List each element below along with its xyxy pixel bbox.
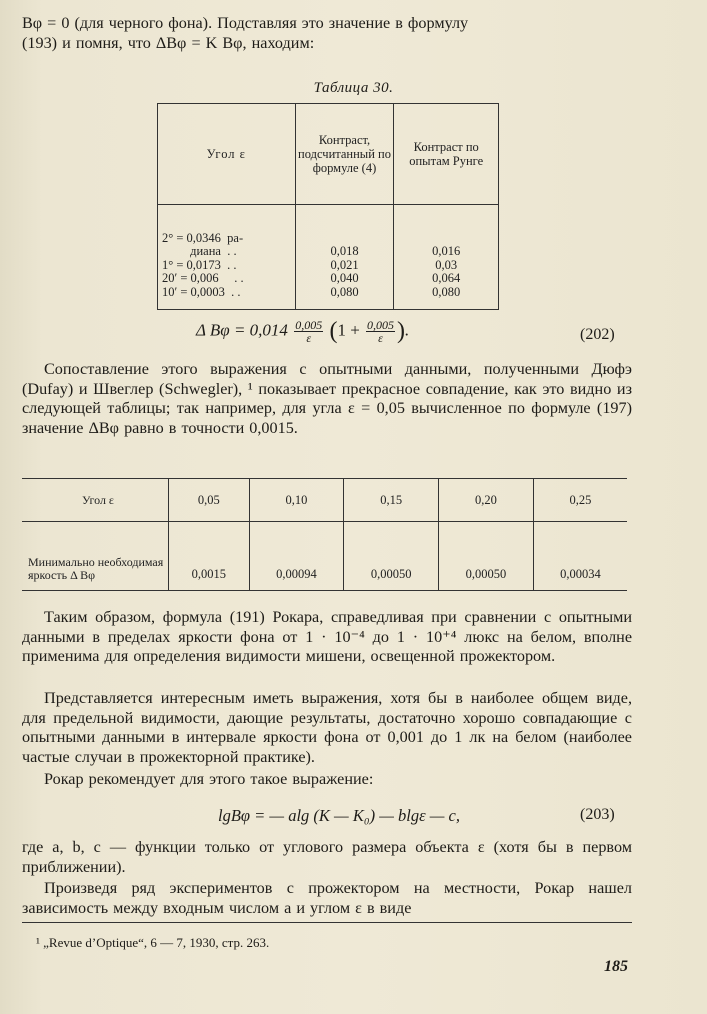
table-30 (157, 103, 499, 310)
paragraph-4: Представляется интересным иметь выражения, хотя бы в наиболее общем виде, для предельной видимости, дающие результаты, достаточно хорошо совпадающие с опытными данными в интервале яркости фона от 0,001 до 1 лк на белом (наиболее частые случаи в прожекторной практике). (22, 689, 632, 766)
table30-exp-0: 0,016 (432, 244, 461, 258)
top-line-2: (193) и помня, что ΔBφ = K Bφ, находим: (22, 34, 315, 52)
table2-value-0: 0,0015 (169, 522, 250, 591)
table30-angle-3: 10′ = 0,0003 . . (162, 284, 241, 299)
table30-angle-2: 20′ = 0,006 . . (162, 271, 244, 285)
table2-angle-2: 0,15 (344, 479, 439, 522)
page-number: 185 (604, 958, 628, 975)
equation-202: Δ Bφ = 0,014 $\frac{0,005}{\varepsilon}$ (1 + $\frac{0,005}{\varepsilon}$ ). (196, 318, 410, 345)
table30-exp-1: 0,03 (435, 257, 458, 272)
table30-calc-0: 0,018 (330, 244, 359, 258)
table30-header-angle: Угол ε (158, 104, 296, 205)
table30-calc-2: 0,040 (330, 271, 359, 285)
table2-angle-1: 0,10 (249, 479, 344, 522)
eq202-mid: 1 + (337, 320, 360, 340)
equation-203: lgBφ = — alg (K — K₀) — blgε — c, (218, 806, 460, 825)
table2-angle-4: 0,25 (533, 479, 627, 522)
table30-exp-column (394, 205, 499, 310)
top-line-1: Bφ = 0 (для черного фона). Подставляя это значение в формулу (22, 14, 469, 32)
eq202-fraction-2 (366, 319, 395, 344)
paragraph-3: Таким образом, формула (191) Рокара, справедливая при сравнении с опытными данными в пределах яркости фона от 1 · 10⁻⁴ до 1 · 10⁺⁴ люкс на белом, вполне применима для определения видимости мишени, освещенной прожектором. (22, 608, 632, 666)
table2-value-2: 0,00050 (344, 522, 439, 591)
table30-exp-2: 0,064 (432, 271, 461, 285)
table2-header-label: Угол ε (22, 479, 169, 522)
table30-header-exp: Контраст по опытам Рунге (394, 104, 499, 205)
eq202-number: (202) (580, 326, 615, 343)
table2-angle-3: 0,20 (439, 479, 534, 522)
table30-header-calc: Контраст, подсчитанный по формуле (4) (295, 104, 394, 205)
table30-angle-1: 1° = 0,0173 . . (162, 257, 237, 272)
table2-value-3: 0,00050 (439, 522, 534, 591)
table-visibility (22, 478, 627, 591)
eq202-f2-den: ε (378, 331, 383, 345)
paragraph-6: где a, b, c — функции только от углового размера объекта ε (хотя бы в первом приближении). (22, 838, 632, 876)
table30-exp-3: 0,080 (432, 284, 461, 299)
eq202-f2-num: 0,005 (367, 318, 395, 332)
table2-value-1: 0,00094 (249, 522, 344, 591)
eq203-number: (203) (580, 806, 615, 823)
footnote: ¹ „Revue d’Optique“, 6 — 7, 1930, стр. 263. (36, 935, 270, 950)
paragraph-7: Произведя ряд экспериментов с прожектором на местности, Рокар нашел зависимость между входным числом a и углом ε в виде (22, 879, 632, 917)
table30-calc-3: 0,080 (330, 284, 359, 299)
eq202-close-paren: ) (397, 318, 406, 344)
footnote-divider (22, 922, 632, 923)
table2-value-4: 0,00034 (560, 567, 601, 581)
eq202-fraction-1 (294, 319, 323, 344)
eq202-open-paren: ( (329, 318, 338, 344)
table30-calc-column (295, 205, 394, 310)
eq202-lhs: Δ Bφ = 0,014 (196, 320, 288, 340)
paragraph-5: Рокар рекомендует для этого такое выражение: (44, 770, 374, 788)
table30-angle-column (158, 205, 296, 310)
paragraph-2: Сопоставление этого выражения с опытными данными, полученными Дюфэ (Dufay) и Швеглер (Schwegler), ¹ показывает прекрасное совпадение, как это видно из следующей таблицы; так например, для угла ε = 0,05 вычисленное по формуле (197) значение ΔBφ равно в точности 0,0015. (22, 360, 632, 437)
eq202-f1-num: 0,005 (295, 318, 323, 332)
table30-caption: Таблица 30. (313, 80, 394, 96)
eq202-f1-den: ε (306, 331, 312, 345)
table2-row-label: Минимально необходимая яркость Δ Bφ (22, 522, 169, 591)
table2-angle-0: 0,05 (169, 479, 250, 522)
table30-angle-0: 2° = 0,0346 ра- диана . . (162, 230, 244, 258)
table30-calc-1: 0,021 (330, 257, 359, 272)
